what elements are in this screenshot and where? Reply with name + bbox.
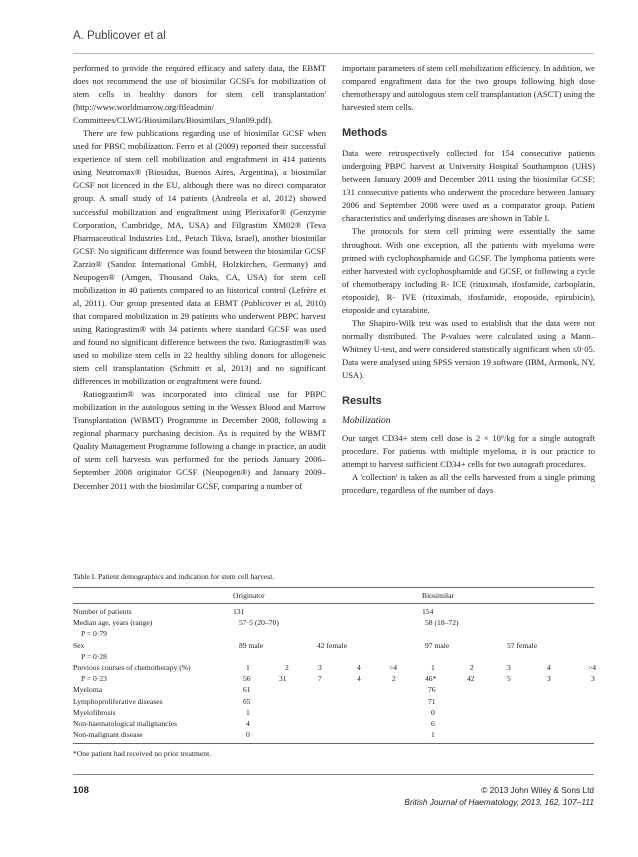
methods-paragraph-2: The protocols for stem cell priming were essentially the same throughout. With one exception, all the patients with myeloma were primed with cyclophosphamide and GCSF. The lymphoma patients were either harvested with cyclophosphamide and GCSF, or following a cycle of chemotherapy including R- ICE (rituximab, ifosfamide, carboplatin, etoposide), R- IVE (rituximab, ifosfamide, etoposide, epirubicin), etoposide and cytarabine. (342, 226, 595, 315)
left-column (73, 62, 326, 493)
table-row-label: P = 0·28 (81, 651, 107, 661)
table-row (73, 718, 594, 729)
footer-copyright: © 2013 John Wiley & Sons Ltd (481, 785, 594, 795)
methods-paragraph-1: Data were retrospectively collected for 154 consecutive patients undergoing PBPC harvest at University Hospital Southampton (UHS) between January 2009 and December 2011 using the biosimilar GCSF; 131 consecutive patients who underwent the procedure between January 2006 and September 2008 were used as a comparator group. Patient characteristics and underlying diseases are shown in Table I. (342, 148, 595, 224)
table-row-label: Previous courses of chemotherapy (%) (73, 662, 191, 672)
table-cell: 56 (243, 674, 251, 684)
table-cell: 1 (246, 662, 250, 672)
table-cell: 0 (246, 730, 250, 740)
header-divider (73, 53, 594, 54)
table-footnote: *One patient had received no prior treatment. (73, 749, 212, 759)
table-cell: 6 (431, 718, 435, 728)
table-row (73, 640, 594, 651)
left-paragraph-2: There are few publications regarding use of biosimilar GCSF when used for PBSC mobilization. Ferro et al (2009) reported their successful experience of stem cell mobilization and engraftment in 414 patients using Neutromax® (Biosidus, Buenos Aires, Argentina), a biosimilar GCSF not licenced in the EU, although there was no direct comparator group. A small study of 14 patients (Andreola et al, 2012) showed successful mobilization and engraftment using Plerixafor® (Genzyme Corporation, Cambridge, MA, USA) and Filgrastim XM02® (Teva Pharmaceutical Industries Ltd., Petach Tikva, Israel), another biosimilar GCSF. No significant difference was found between the biosimilar GCSF Zarzio® (Sandoz International GmbH, Holzkirchen, Germany) and Neupogen® (Amgen, Thousand Oaks, CA, USA) for stem cell mobilization in 40 patients compared to an historical control (Lefrère et al, 2011). Our group presented data at EBMT (Publicover et al, 2010) that compared mobilization in 29 patients who underwent PBPC harvest using Ratiograstim® with 34 patients where standard GCSF was used and found no significant difference between the two. Ratiograstim® was used to mobilize stem cells in 22 healthy sibling donors for allogeneic stem cell transplantation (Schmitt et al, 2013) and no significant differences in mobilization or engraftment were found. (73, 128, 326, 387)
table-cell: 5 (507, 674, 511, 684)
table-cell: >4 (588, 662, 597, 672)
footer-journal: British Journal of Haematology, 2013, 162, 107–111 (404, 797, 594, 807)
table-cell: 65 (243, 696, 251, 706)
table-cell: 2 (392, 674, 396, 684)
table-row (73, 651, 594, 662)
table-row (73, 684, 594, 695)
table-row (73, 707, 594, 718)
footer-divider (73, 774, 594, 775)
table-row (73, 729, 594, 740)
table-row-label: Lymphoproliferative diseases (73, 696, 163, 706)
table-cell: 58 (18–72) (425, 618, 459, 628)
table-header (73, 588, 594, 603)
table-cell: 3 (591, 674, 595, 684)
table-cell: 97 male (425, 640, 450, 650)
table-row-label: P = 0·79 (81, 629, 107, 639)
table-row-label: Median age, years (range) (73, 618, 153, 628)
table-cell: 76 (428, 685, 436, 695)
table-row (73, 662, 597, 673)
page-number: 108 (73, 785, 89, 796)
table-row-label: Myeloma (73, 685, 103, 695)
table-cell: 42 female (317, 640, 348, 650)
table-row (73, 617, 594, 628)
table-cell: 4 (357, 674, 361, 684)
table-cell: 3 (318, 662, 322, 672)
table-row-label: Non-malignant disease (73, 730, 143, 740)
table-cell: >4 (389, 662, 398, 672)
results-paragraph-2: A 'collection' is taken as all the cells harvested from a single priming procedure, regardless of the number of days (342, 472, 595, 496)
table-bottom-rule (73, 743, 594, 744)
table-cell: 131 (233, 607, 245, 616)
table-cell: 46* (425, 674, 437, 684)
table-body (73, 604, 597, 743)
right-column (342, 62, 595, 497)
table-cell: 1 (246, 707, 250, 717)
methods-body (342, 147, 595, 382)
table-cell: 1 (431, 730, 435, 740)
table-cell: 57·5 (20–70) (239, 618, 279, 628)
methods-paragraph-3: The Shapiro-Wilk test was used to establish that the data were not normally distributed. The P-values were calculated using a Mann–Whitney U-test, and were considered statistically significant when ≤0·05. Data were analysed using SPSS version 19 software (IBM, Armonk, NY, USA). (342, 317, 595, 380)
table-cell: 4 (547, 662, 551, 672)
running-head: A. Publicover et al (73, 30, 166, 42)
table-caption: Table I. Patient demographics and indication for stem cell harvest. (73, 572, 275, 581)
methods-heading: Methods (342, 127, 388, 140)
table-cell: 2 (285, 662, 289, 672)
table-cell: 31 (279, 674, 287, 684)
table-header-originator: Originator (233, 591, 265, 600)
table-row-label: Sex (73, 640, 85, 650)
table-row (73, 696, 594, 707)
results-body (342, 432, 595, 497)
table-header-biosimilar: Biosimilar (422, 591, 455, 600)
table-cell: 3 (547, 674, 551, 684)
table-cell: 7 (318, 674, 322, 684)
right-intro-paragraph: important parameters of stem cell mobilization efficiency. In addition, we compared engraftment data for the two groups following high dose chemotherapy and autologous stem cell transplantation (ASCT) using the harvested stem cells. (342, 63, 595, 113)
table-1 (73, 571, 597, 759)
table-cell: 2 (470, 662, 474, 672)
table-cell: 1 (431, 662, 435, 672)
results-paragraph-1: Our target CD34+ stem cell dose is 2 × 10⁶/kg for a single autograft procedure. For patients with multiple myeloma, it is our practice to attempt to harvest sufficient CD34+ cells for two autograft procedures. (342, 433, 595, 470)
table-row-label: Non-haematological malignancies (73, 718, 177, 728)
table-row-label: Number of patients (73, 607, 132, 616)
results-heading: Results (342, 395, 382, 408)
mobilization-heading: Mobilization (342, 416, 391, 427)
table-cell: 4 (246, 718, 250, 728)
table-cell: 71 (428, 696, 436, 706)
table-row-label: Myelofibrosis (73, 707, 116, 717)
table-row-label: P = 0·23 (81, 674, 107, 684)
table-row (73, 606, 594, 617)
table-cell: 3 (507, 662, 511, 672)
left-paragraph-3: Ratiograstim® was incorporated into clinical use for PBPC mobilization in the autologous setting in the Wessex Blood and Marrow Transplantation (WBMT) Programme in December 2008, following a regional pharmacy purchasing decision. As is required by the WBMT Quality Management Programme following a change in practice, an audit of stem cell harvests was performed for the periods January 2006–September 2008 originator GCSF (Neupogen®) and January 2009–December 2011 with the biosimilar GCSF, comparing a number of (73, 389, 326, 491)
table-cell: 0 (431, 707, 435, 717)
table-row (73, 628, 594, 639)
table-cell: 61 (243, 685, 251, 695)
table-cell: 89 male (239, 640, 264, 650)
table-cell: 57 female (507, 640, 538, 650)
table-cell: 4 (357, 662, 361, 672)
table-cell: 42 (467, 674, 475, 684)
table-row (73, 673, 594, 684)
table-cell: 154 (422, 607, 434, 616)
left-paragraph-1: performed to provide the required efficacy and safety data, the EBMT does not recommend the use of biosimilar GCSFs for mobilization of stem cells in healthy donors for stem cell transplantation' (http://www.worldmarrow.org/fileadmin/ Committees/CLWG/Biosimilars/Biosimilars_9Jan09.pdf). (73, 63, 326, 126)
